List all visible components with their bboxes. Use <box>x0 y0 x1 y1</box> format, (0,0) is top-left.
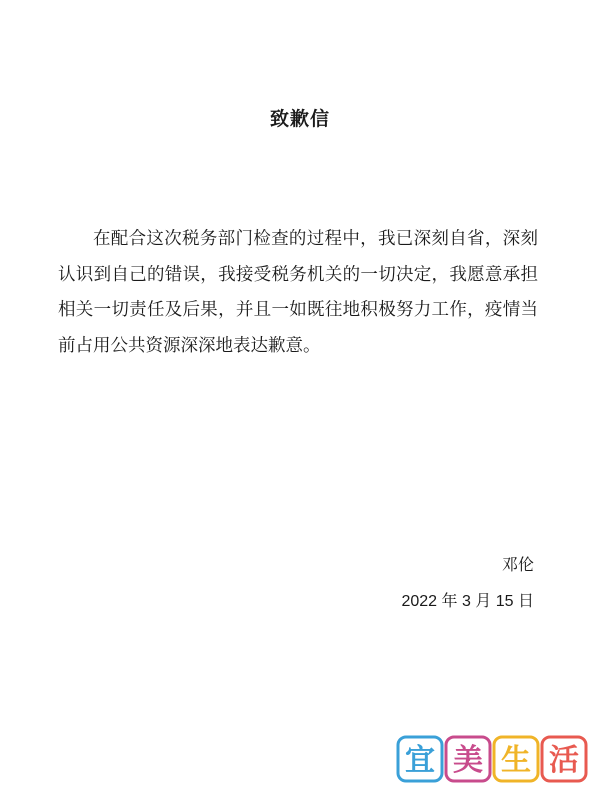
letter-date: 2022 年 3 月 15 日 <box>401 593 534 610</box>
watermark-char-box-2 <box>446 737 490 781</box>
watermark-logo <box>396 734 592 784</box>
signature: 邓伦 <box>501 555 534 574</box>
watermark-char-box-4 <box>542 737 586 781</box>
watermark-char: 美 <box>453 743 483 778</box>
letter-body: 在配合这次税务部门检查的过程中，我已深刻自省，深刻认识到自己的错误，我接受税务机关的一切决定，我愿意承担相关一切责任及后果，并且一如既往地积极努力工作，疫情当前占用公共资源深深地表达歉意。 <box>58 229 538 356</box>
letter-title: 致歉信 <box>269 108 330 130</box>
watermark-char: 生 <box>501 743 531 778</box>
watermark-char: 宜 <box>405 743 435 778</box>
watermark-char-box-3 <box>494 737 538 781</box>
watermark-char-box-1 <box>398 737 442 781</box>
watermark-char: 活 <box>549 743 579 778</box>
